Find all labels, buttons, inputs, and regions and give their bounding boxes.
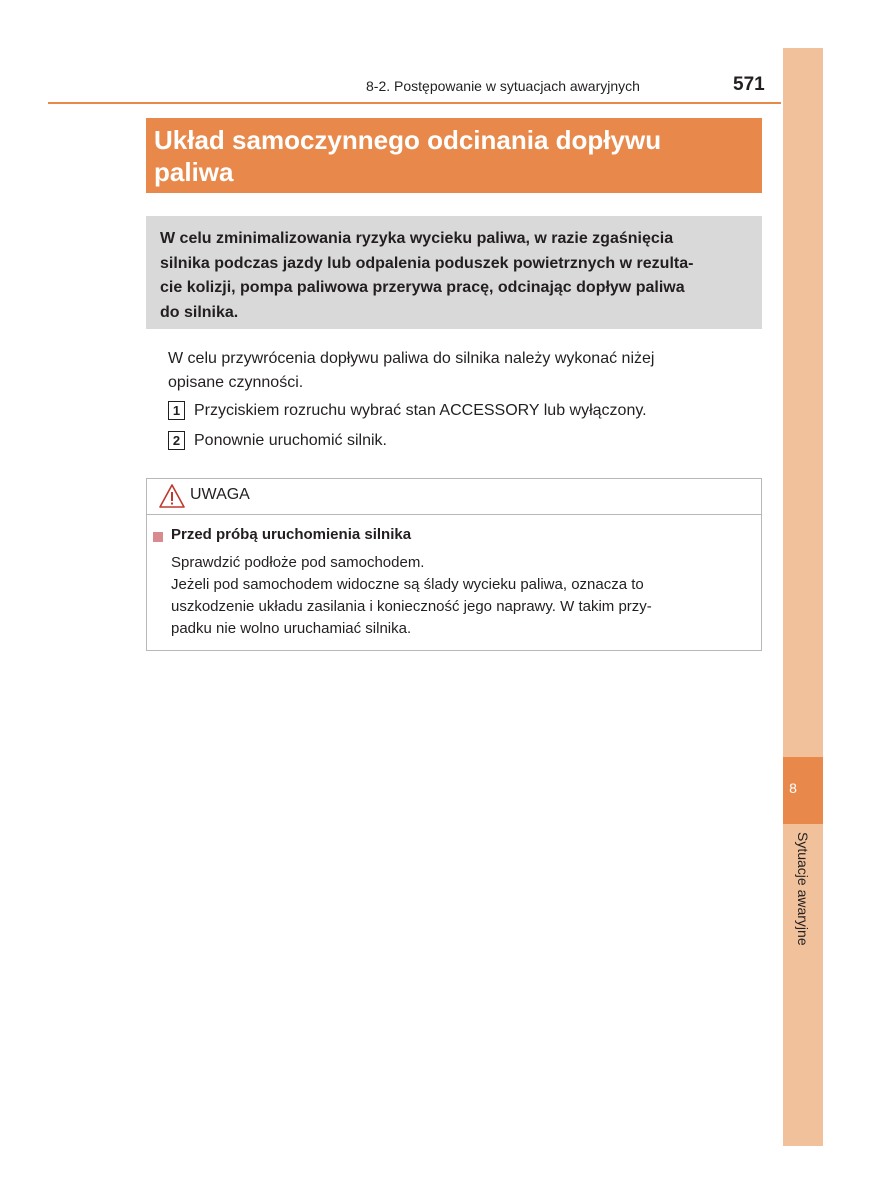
header-rule <box>48 102 781 104</box>
caution-subheading: Przed próbą uruchomienia silnika <box>171 526 412 543</box>
chapter-number: 8 <box>789 780 797 796</box>
caution-line: padku nie wolno uruchamiać silnika. <box>171 620 412 637</box>
section-title-line: Układ samoczynnego odcinania dopływu <box>154 125 662 155</box>
section-title-line: paliwa <box>154 157 234 187</box>
caution-box <box>146 478 762 651</box>
caution-line: Jeżeli pod samochodem widoczne są ślady wycieku paliwa, oznacza to <box>171 576 644 593</box>
warning-triangle-icon <box>158 483 186 509</box>
caution-text <box>171 552 747 640</box>
caution-line: Sprawdzić podłoże pod samochodem. <box>171 554 425 571</box>
caution-label: UWAGA <box>190 486 250 503</box>
intro-summary <box>146 216 762 329</box>
intro-line: cie kolizji, pompa paliwowa przerywa pracę, odcinając dopływ paliwa <box>160 279 685 296</box>
step-number: 2 <box>168 431 185 450</box>
chapter-side-tab <box>783 48 823 1146</box>
intro-line: do silnika. <box>160 303 239 321</box>
caution-header <box>147 479 761 515</box>
chapter-title: Sytuacje awaryjne <box>795 832 811 946</box>
body-line: opisane czynności. <box>168 374 304 391</box>
body-paragraph <box>168 347 762 395</box>
intro-line: silnika podczas jazdy lub odpalenia poduszek powietrznych w rezulta- <box>160 254 694 272</box>
running-head: 8-2. Postępowanie w sytuacjach awaryjnych <box>366 78 640 94</box>
step-item <box>168 431 387 450</box>
body-line: W celu przywrócenia dopływu paliwa do silnika należy wykonać niżej <box>168 350 655 367</box>
section-title <box>146 118 762 193</box>
step-number: 1 <box>168 401 185 420</box>
page-number: 571 <box>733 74 765 95</box>
step-text: Przyciskiem rozruchu wybrać stan ACCESSORY lub wyłączony. <box>194 401 647 419</box>
intro-line: W celu zminimalizowania ryzyka wycieku paliwa, w razie zgaśnięcia <box>160 230 674 247</box>
bullet-square-icon <box>153 532 163 542</box>
caution-line: uszkodzenie układu zasilania i konieczność jego naprawy. W takim przy- <box>171 598 652 615</box>
step-item <box>168 401 647 420</box>
step-text: Ponownie uruchomić silnik. <box>194 431 387 449</box>
